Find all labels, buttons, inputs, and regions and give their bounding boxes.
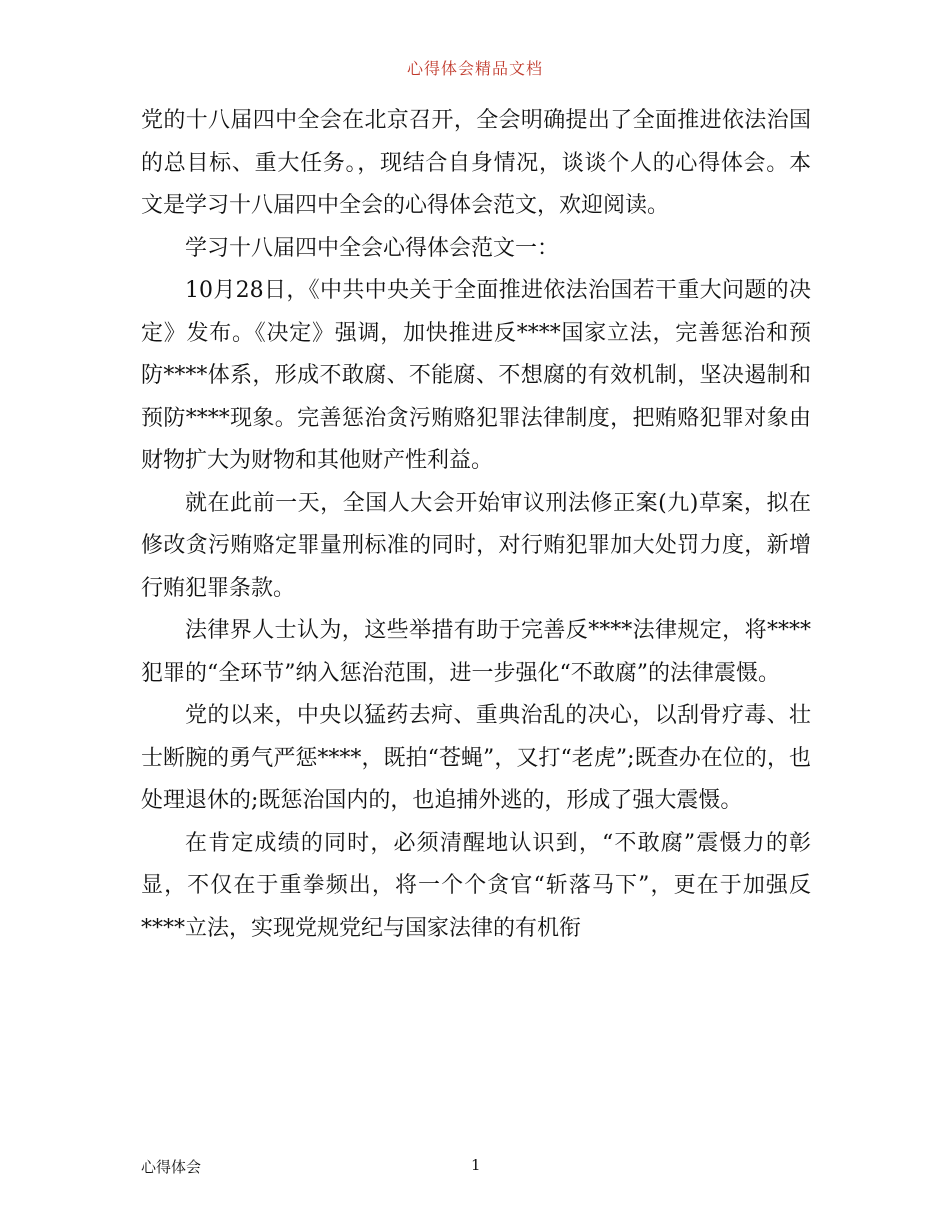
document-body [141,100,811,950]
page-number: 1 [471,1156,481,1174]
document-header-title: 心得体会精品文档 [406,59,543,78]
paragraph: 10月28日，《中共中央关于全面推进依法治国若干重大问题的决定》发布。《决定》强调，加快推进反****国家立法，完善惩治和预防****体系，形成不敢腐、不能腐、不想腐的有效机制，坚决遏制和预防****现象。完善惩治贪污贿赂犯罪法律制度，把贿赂犯罪对象由财物扩大为财物和其他财产性利益。 [141,278,811,473]
paragraph: 法律界人士认为，这些举措有助于完善反****法律规定，将****犯罪的“全环节”纳入惩治范围，进一步强化“不敢腐”的法律震慑。 [141,618,811,686]
footer-label: 心得体会 [141,1158,202,1176]
paragraph: 在肯定成绩的同时，必须清醒地认识到，“不敢腐”震慑力的彰显，不仅在于重拳频出，将一个个贪官“斩落马下”，更在于加强反****立法，实现党规党纪与国家法律的有机衔 [141,830,811,941]
paragraph: 党的以来，中央以猛药去疴、重典治乱的决心，以刮骨疗毒、壮士断腕的勇气严惩****，既拍“苍蝇”，又打“老虎”;既查办在位的，也处理退休的;既惩治国内的，也追捕外逃的，形成了强大震慑。 [141,703,811,813]
paragraph: 就在此前一天，全国人大会开始审议刑法修正案(九)草案，拟在修改贪污贿赂定罪量刑标准的同时，对行贿犯罪加大处罚力度，新增行贿犯罪条款。 [141,490,811,601]
paragraph-intro: 党的十八届四中全会在北京召开，全会明确提出了全面推进依法治国的总目标、重大任务。，现结合自身情况，谈谈个人的心得体会。本文是学习十八届四中全会的心得体会范文，欢迎阅读。 [141,108,811,218]
paragraph-section-heading: 学习十八届四中全会心得体会范文一： [185,235,560,261]
